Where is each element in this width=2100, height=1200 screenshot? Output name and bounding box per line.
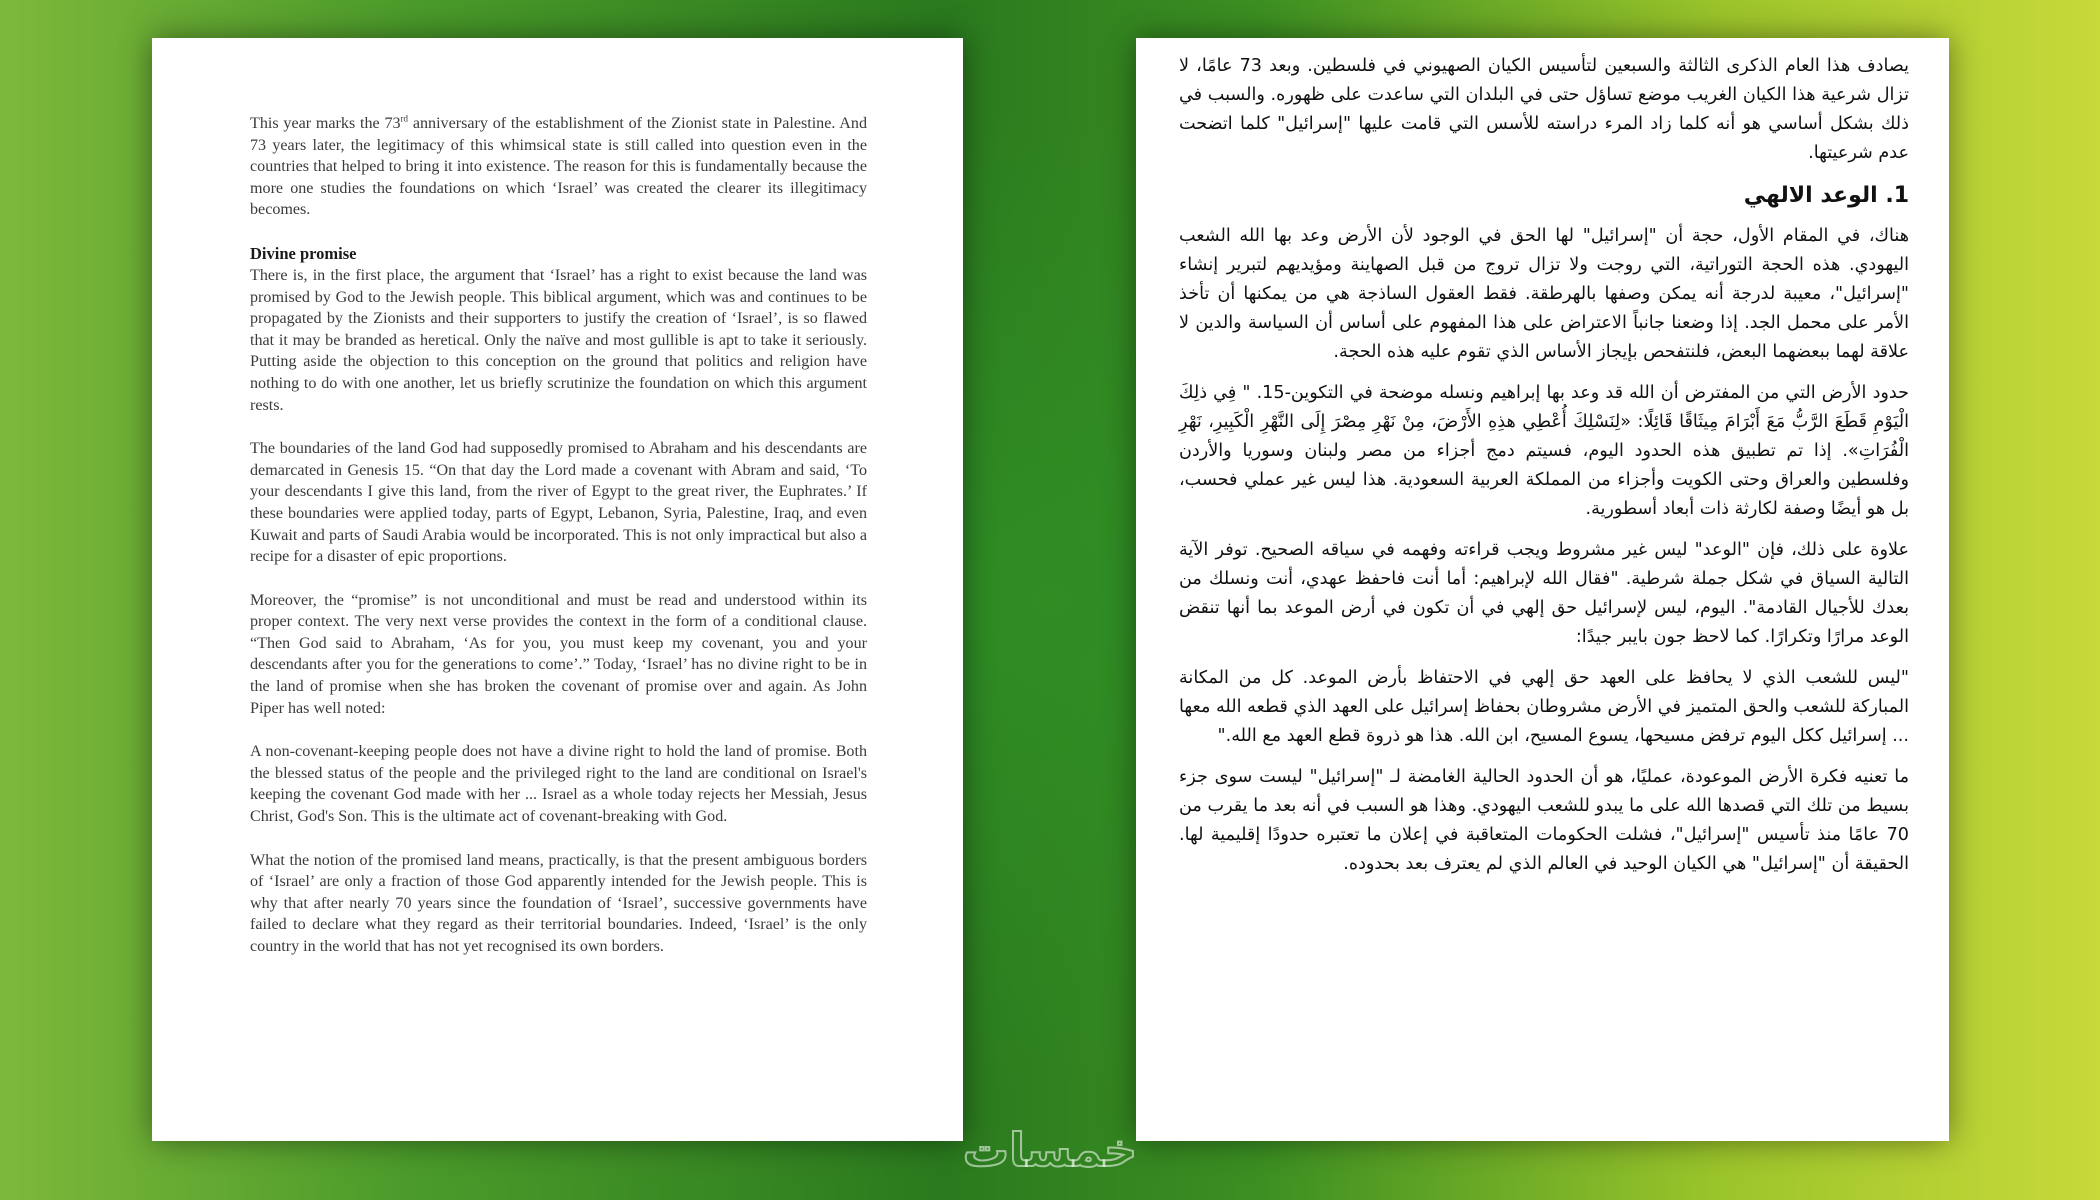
paragraph-1: There is, in the first place, the argument that ‘Israel’ has a right to exist because the land was promised by God to the Jewish people. This biblical argument, which was and continues to be propagated by the Zionists and their supporters to justify the creation of ‘Israel’, is so flawed that it may be branded as heretical. Only the naïve and most gullible is apt to take it seriously. Putting aside the objection to this conception on the ground that politics and religion have nothing to do with one another, let us briefly scrutinize the foundation on which this argument rests.: [250, 266, 867, 414]
paragraph-4: What the notion of the promised land means, practically, is that the present ambiguous borders of ‘Israel’ are only a fraction of those God apparently intended for the Jewish people. This is why that after nearly 70 years since the foundation of ‘Israel’, successive governments have failed to declare what they regard as their territorial boundaries. Indeed, ‘Israel’ is the only country in the world that has not yet recognised its own borders.: [250, 851, 867, 955]
ordinal-suffix: rd: [400, 113, 409, 124]
arabic-page: [1136, 38, 1949, 1141]
ar-section-heading: 1. الوعد الالهي: [1743, 183, 1909, 208]
ar-paragraph-4: ما تعنيه فكرة الأرض الموعودة، عمليًا، هو أن الحدود الحالية الغامضة لـ "إسرائيل" ليست سوى جزء بسيط من تلك التي قصدها الله على ما يبدو للشعب اليهودي. وهذا هو السبب في أنه بعد ما يقرب من 70 عامًا منذ تأسيس "إسرائيل"، فشلت الحكومات المتعاقبة في إعلان ما تعتبره حدودًا إقليمية لها. الحقيقة أن "إسرائيل" هي الكيان الوحيد في العالم الذي لم يعترف بعد بحدوده.: [1179, 767, 1909, 874]
ar-intro-paragraph: يصادف هذا العام الذكرى الثالثة والسبعين لتأسيس الكيان الصهيوني في فلسطين. وبعد 73 عامًا، لا تزال شرعية هذا الكيان الغريب موضع تساؤل حتى في البلدان التي ساعدت على ظهوره. والسبب في ذلك بشكل أساسي هو أنه كلما زاد المرء دراسته للأسس التي قامت عليها "إسرائيل" كلما اتضحت عدم شرعيتها.: [1179, 56, 1910, 163]
intro-paragraph: [250, 113, 867, 221]
ar-paragraph-1: هناك، في المقام الأول، حجة أن "إسرائيل" لها الحق في الوجود لأن الأرض وعد بها الله الشعب اليهودي. هذه الحجة التوراتية، التي روجت ولا تزال تروج من قبل الصهاينة ومؤيديهم لتبرير إنشاء "إسرائيل"، معيبة لدرجة أنه يمكن وصفها بالهرطقة. فقط العقول الساذجة هي من يمكنها أن تأخذ الأمر على محمل الجد. إذا وضعنا جانباً الاعتراض على هذا المفهوم على أساس أن السياسة والدين لا علاقة لهما ببعضهما البعض، فلنتفحص بإيجاز الأساس الذي تقوم عليه هذه الحجة.: [1179, 226, 1909, 362]
divine-promise-section: [250, 243, 867, 416]
block-quote: A non-covenant-keeping people does not have a divine right to hold the land of promise. Both the blessed status of the people and the privileged right to the land are conditional on Israel's keeping the covenant God made with her ... Israel as a whole today rejects her Messiah, Jesus Christ, God's Son. This is the ultimate act of covenant-breaking with God.: [250, 743, 867, 826]
english-page: [152, 38, 963, 1141]
ar-paragraph-3: علاوة على ذلك، فإن "الوعد" ليس غير مشروط ويجب قراءته وفهمه في سياقه الصحيح. توفر الآية التالية السياق في شكل جملة شرطية. "فقال الله لإبراهيم: أما أنت فاحفظ عهدي، أنت ونسلك من بعدك للأجيال القادمة". اليوم، ليس لإسرائيل حق إلهي في أن تكون في أرض الموعد بما أنها تنقض الوعد مرارًا وتكرارًا. كما لاحظ جون بايبر جيدًا:: [1179, 540, 1909, 647]
section-heading: Divine promise: [250, 243, 357, 263]
paragraph-2: The boundaries of the land God had supposedly promised to Abraham and his descendants are demarcated in Genesis 15. “On that day the Lord made a covenant with Abram and said, ‘To your descendants I give this land, from the river of Egypt to the great river, the Euphrates.’ If these boundaries were applied today, parts of Egypt, Lebanon, Syria, Palestine, Iraq, and even Kuwait and parts of Saudi Arabia would be incorporated. This is not only impractical but also a recipe for a disaster of epic proportions.: [250, 440, 867, 566]
paragraph-3: Moreover, the “promise” is not unconditional and must be read and understood within its proper context. The very next verse provides the context in the form of a conditional clause. “Then God said to Abraham, ‘As for you, you must keep my covenant, you and your descendants after you for the generations to come’.” Today, ‘Israel’ has no divine right to be in the land of promise when she has broken the covenant of promise over and again. As John Piper has well noted:: [250, 591, 867, 717]
ar-block-quote: "ليس للشعب الذي لا يحافظ على العهد حق إلهي في الاحتفاظ بأرض الموعد. كل من المكانة المباركة للشعب والحق المتميز في الأرض مشروطان بحفاظ إسرائيل على العهد الذي قطعه الله معها ... إسرائيل ككل اليوم ترفض مسيحها، يسوع المسيح، ابن الله. هذا هو ذروة قطع العهد مع الله.": [1179, 668, 1909, 746]
ar-paragraph-2: حدود الأرض التي من المفترض أن الله قد وعد بها إبراهيم ونسله موضحة في التكوين-15. " فِي ذلِكَ الْيَوْمِ قَطَعَ الرَّبُّ مَعَ أَبْرَامَ مِيثَاقًا قَائِلًا: «لِنَسْلِكَ أُعْطِي هذِهِ الأَرْضَ، مِنْ نَهْرِ مِصْرَ إِلَى النَّهْرِ الْكَبِيرِ، نَهْرِ الْفُرَاتِ». إذا تم تطبيق هذه الحدود اليوم، فسيتم دمج أجزاء من مصر ولبنان وسوريا والأردن وفلسطين والعراق وحتى الكويت وأجزاء من المملكة العربية السعودية. هذا ليس غير عملي فحسب، بل هو أيضًا وصفة لكارثة ذات أبعاد أسطورية.: [1179, 383, 1910, 519]
intro-text-start: This year marks the 73: [250, 115, 401, 132]
svg-text:خمسات: خمسات: [962, 1123, 1138, 1177]
khamsat-watermark-logo: [920, 1118, 1180, 1178]
intro-text-end: anniversary of the establishment of the Zionist state in Palestine. And 73 years later, the legitimacy of this whimsical state is still called into question even in the countries that helped to bring it into existence. The reason for this is fundamentally because the more one studies the foundations on which ‘Israel’ was created the clearer its illegitimacy becomes.: [250, 115, 867, 219]
